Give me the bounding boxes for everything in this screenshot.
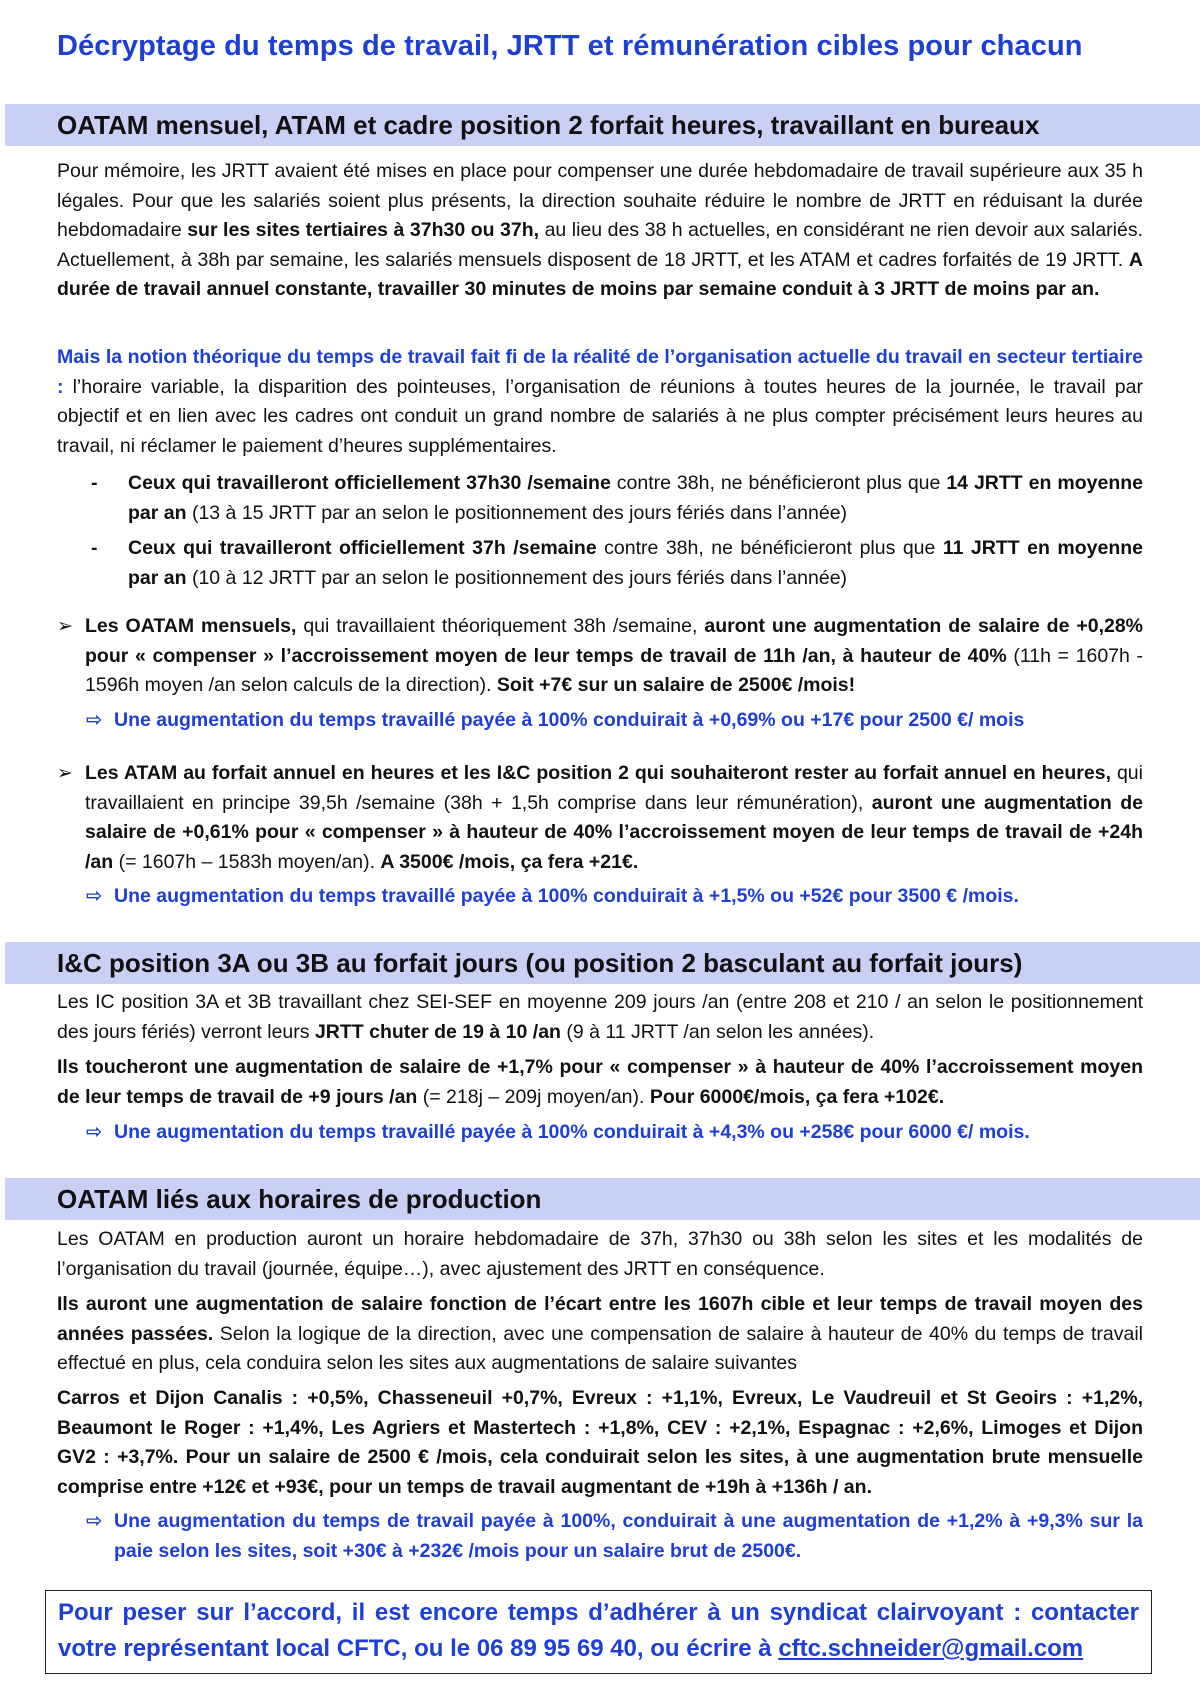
section-heading: OATAM liés aux horaires de production xyxy=(57,1184,542,1214)
section-heading-band xyxy=(5,1178,1200,1220)
implication-ic: Une augmentation du temps travaillé payée à 100% conduirait à +4,3% ou +258€ pour 6000 €/ mois. xyxy=(114,1121,1030,1143)
text-run: Pour mémoire, les JRTT avaient été mises en place pour compenser une durée hebdomadaire de travail supérieure aux 35 h légales. Pour que les salariés soient plus présents, la direction souhaite réduire le nombre de JRTT en réduisant la durée hebdomadaire xyxy=(57,160,1143,241)
text-run: au lieu des 38 h actuelles, en considérant ne rien devoir aux salariés. Actuellement, à 38h par semaine, les salariés mensuels disposent de 18 JRTT, et les ATAM et cadres forfaités de 19 JRTT. xyxy=(57,219,1144,271)
paragraph-ic-augmentation xyxy=(57,1053,1143,1112)
section-heading: I&C position 3A ou 3B au forfait jours (ou position 2 basculant au forfait jours) xyxy=(57,948,1023,978)
text-run: (= 1607h – 1583h moyen/an). xyxy=(113,850,381,873)
arrow-bullet-icon: ➢ xyxy=(57,763,73,784)
text-run-blue: Mais la notion théorique du temps de travail fait fi de la réalité de l’organisation actuelle du travail en secteur tertiaire : xyxy=(57,346,1143,398)
text-run-bold: Ils auront une augmentation de salaire fonction de l’écart entre les 1607h cible et leur temps de travail moyen des années passées. xyxy=(57,1293,1143,1345)
text-run-bold: Pour 6000€/mois, ça fera +102€. xyxy=(649,1085,945,1108)
text-run-bold: Ceux qui travailleront officiellement 37h /semaine xyxy=(128,537,597,559)
text-run-bold: A durée de travail annuel constante, travailler 30 minutes de moins par semaine conduit à 3 JRTT de moins par an. xyxy=(57,248,1143,300)
paragraph-sites-list: Carros et Dijon Canalis : +0,5%, Chasseneuil +0,7%, Evreux : +1,1%, Evreux, Le Vaudreuil et St Geoirs : +1,2%, Beaumont le Roger : +1,4%, Les Agriers et Mastertech : +1,8%, CEV : +2,1%, Espagnac : +2,6%, Limoges et Dijon GV2 : +3,7%. Pour un salaire de 2500 € /mois, cela conduirait selon les sites, à une augmentation brute mensuelle comprise entre +12€ et +93€, pour un temps de travail augmentant de +19h à +136h / an. xyxy=(57,1387,1143,1498)
arrow-right-icon: ⇨ xyxy=(86,1510,103,1532)
arrow-right-icon: ⇨ xyxy=(86,1121,103,1143)
text-run-bold: JRTT chuter de 19 à 10 /an xyxy=(314,1020,561,1043)
list-item-37h30 xyxy=(128,469,1143,528)
section-heading-band xyxy=(5,104,1200,146)
text-run: l’horaire variable, la disparition des pointeuses, l’organisation de réunions à toutes heures de la journée, le travail par objectif et en lien avec les cadres ont conduit un grand nombre de salariés à ne plus compter précisément leurs heures au travail, ni réclamer le paiement d’heures supplémentaires. xyxy=(57,375,1143,457)
text-run-bold: Ils toucheront une augmentation de salaire de +1,7% pour « compenser » à hauteur de 40% l’accroissement moyen de leur temps de travail de +9 jours /an xyxy=(57,1056,1143,1108)
implication-production: Une augmentation du temps de travail payée à 100%, conduirait à une augmentation de +1,2% à +9,3% sur la paie selon les sites, soit +30€ à +232€ /mois pour un salaire brut de 2500€. xyxy=(114,1510,1143,1562)
text-run: contre 38h, ne bénéficieront plus que xyxy=(610,472,947,494)
text-run: (9 à 11 JRTT /an selon les années). xyxy=(560,1020,875,1043)
arrow-right-icon: ⇨ xyxy=(86,885,103,907)
text-run-bold: A 3500€ /mois, ça fera +21€. xyxy=(380,850,639,873)
implication-atam: Une augmentation du temps travaillé payée à 100% conduirait à +1,5% ou +52€ pour 3500 € /mois. xyxy=(114,885,1019,907)
text-run-bold: Les OATAM mensuels, xyxy=(85,615,297,637)
text-run: (= 218j – 209j moyen/an). xyxy=(417,1085,650,1108)
paragraph-oatam-mensuels xyxy=(85,612,1143,701)
text-run-bold: auront une augmentation de salaire de +0,61% pour « compenser » à hauteur de 40% l’accroissement moyen de leur temps de travail de +24h /an xyxy=(85,791,1143,873)
arrow-bullet-icon: ➢ xyxy=(57,616,73,637)
text-run: (10 à 12 JRTT par an selon le positionnement des jours fériés dans l’année) xyxy=(186,566,848,589)
text-run: contre 38h, ne bénéficieront plus que xyxy=(596,537,943,559)
paragraph-production-horaire: Les OATAM en production auront un horaire hebdomadaire de 37h, 37h30 ou 38h selon les sites et les modalités de l’organisation du travail (journée, équipe…), avec ajustement des JRTT en conséquence. xyxy=(57,1228,1143,1280)
implication-oatam: Une augmentation du temps travaillé payée à 100% conduirait à +0,69% ou +17€ pour 2500 €/ mois xyxy=(114,709,1025,731)
paragraph-production-augmentation xyxy=(57,1290,1143,1379)
arrow-right-icon: ⇨ xyxy=(86,709,103,731)
paragraph-tertiary-reality xyxy=(57,343,1143,461)
text-run-bold: sur les sites tertiaires à 37h30 ou 37h, xyxy=(187,219,540,241)
text-run: Selon la logique de la direction, avec une compensation de salaire à hauteur de 40% du temps de travail effectué en plus, cela conduira selon les sites aux augmentations de salaire suivantes xyxy=(57,1322,1143,1374)
text-run: qui travaillaient en principe 39,5h /semaine (38h + 1,5h comprise dans leur rémunération), xyxy=(85,762,1143,814)
section-heading-band xyxy=(5,942,1200,984)
dash-bullet: - xyxy=(91,537,98,559)
email-link[interactable]: cftc.schneider@gmail.com xyxy=(778,1635,1084,1662)
text-run-bold: auront une augmentation de salaire de +0,28% pour « compenser » l’accroissement moyen de leur temps de travail de 11h /an, à hauteur de 40% xyxy=(85,615,1144,667)
text-run-bold: 14 JRTT en moyenne par an xyxy=(128,472,1143,524)
text-run: qui travaillaient théoriquement 38h /semaine, xyxy=(296,615,705,637)
text-run: (13 à 15 JRTT par an selon le positionnement des jours fériés dans l’année) xyxy=(186,501,848,524)
text-run: (11h = 1607h - 1596h moyen /an selon calculs de la direction). xyxy=(85,644,1144,696)
paragraph-atam-forfait xyxy=(85,759,1143,877)
contact-callout-box xyxy=(45,1590,1152,1674)
callout-text: Pour peser sur l’accord, il est encore temps d’adhérer à un syndicat clairvoyant : contacter votre représentant local CFTC, ou le 06 89 95 69 40, ou écrire à xyxy=(58,1599,1139,1662)
text-run: Les IC position 3A et 3B travaillant chez SEI-SEF en moyenne 209 jours /an (entre 208 et 210 / an selon le positionnement des jours fériés) verront leurs xyxy=(57,991,1143,1043)
list-item-37h xyxy=(128,534,1143,593)
dash-bullet: - xyxy=(91,472,98,494)
text-run-bold: Soit +7€ sur un salaire de 2500€ /mois! xyxy=(496,674,856,696)
paragraph-jrtt-context xyxy=(57,157,1143,305)
text-run-bold: Ceux qui travailleront officiellement 37h30 /semaine xyxy=(128,472,611,494)
section-heading: OATAM mensuel, ATAM et cadre position 2 forfait heures, travaillant en bureaux xyxy=(57,110,1040,140)
text-run-bold: Les ATAM au forfait annuel en heures et les I&C position 2 qui souhaiteront rester au forfait annuel en heures, xyxy=(85,762,1112,784)
text-run-bold: 11 JRTT en moyenne par an xyxy=(128,537,1143,589)
page-title: Décryptage du temps de travail, JRTT et rémunération cibles pour chacun xyxy=(57,30,1083,62)
paragraph-ic-jours xyxy=(57,988,1143,1047)
